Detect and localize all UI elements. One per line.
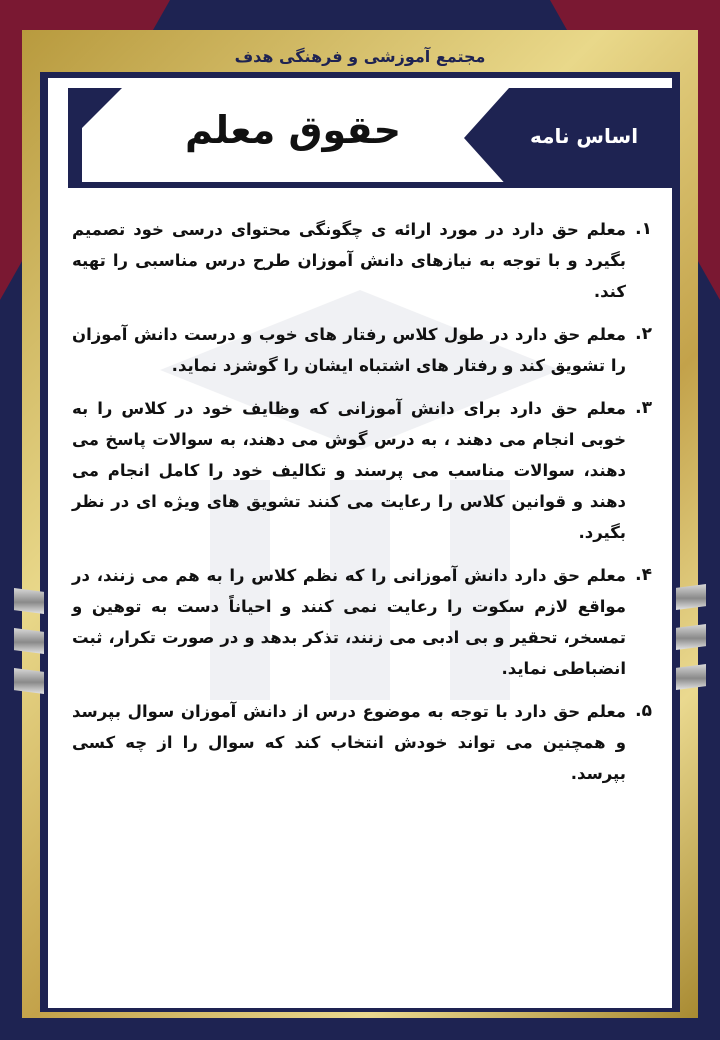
website-link[interactable]: www.hadafshiraz.ir bbox=[267, 972, 453, 997]
list-item bbox=[72, 696, 652, 789]
list-item bbox=[72, 560, 652, 684]
page-subtitle: اساس نامه bbox=[529, 124, 639, 148]
silver-tab-left bbox=[14, 628, 44, 654]
list-item bbox=[72, 393, 652, 548]
item-text: معلم حق دارد دانش آموزانی را که نظم کلاس را به هم می زنند، در مواقع لازم سکوت را رعایت نمی کنند و احیاناً دست به توهین و تمسخر، تحقیر و بی ادبی می زنند، تذکر بدهد و در صورت تکرار، ثبت انضباطی نماید. bbox=[72, 566, 626, 678]
silver-tab-right bbox=[676, 664, 706, 690]
organization-name: مجتمع آموزشی و فرهنگی هدف bbox=[234, 46, 486, 66]
list-item bbox=[72, 214, 652, 307]
list-item bbox=[72, 319, 652, 381]
item-number: ۱. bbox=[635, 219, 652, 239]
silver-tab-right bbox=[676, 584, 706, 610]
item-text: معلم حق دارد برای دانش آموزانی که وظایف خود در کلاس را به خوبی انجام می دهند ، به درس گوش می دهند، به سوالات پاسخ می دهند، سوالات مناسب می پرسند و تکالیف خود را کامل انجام می دهند و قوانین کلاس را رعایت می کنند تشویق های ویژه ای در نظر بگیرد. bbox=[72, 399, 626, 542]
item-number: ۳. bbox=[635, 398, 652, 418]
item-number: ۴. bbox=[635, 565, 652, 585]
item-text: معلم حق دارد در مورد ارائه ی چگونگی محتوای درسی خود تصمیم بگیرد و با توجه به نیازهای دانش آموزان طرح درس مناسبی را تهیه کند. bbox=[72, 220, 626, 301]
page-title: حقوق معلم bbox=[184, 108, 402, 152]
header bbox=[68, 88, 674, 188]
silver-tab-right bbox=[676, 624, 706, 650]
silver-tab-left bbox=[14, 588, 44, 614]
item-number: ۵. bbox=[635, 701, 652, 721]
item-text: معلم حق دارد با توجه به موضوع درس از دانش آموزان سوال بپرسد و همچنین می تواند خودش انتخاب کند که سوال را از چه کسی بپرسد. bbox=[72, 702, 626, 783]
rights-list bbox=[72, 214, 652, 801]
item-number: ۲. bbox=[635, 324, 652, 344]
item-text: معلم حق دارد در طول کلاس رفتار های خوب و درست دانش آموزان را تشویق کند و رفتار های اشتباه ایشان را گوشزد نماید. bbox=[72, 325, 626, 375]
silver-tab-left bbox=[14, 668, 44, 694]
top-banner bbox=[200, 38, 520, 74]
